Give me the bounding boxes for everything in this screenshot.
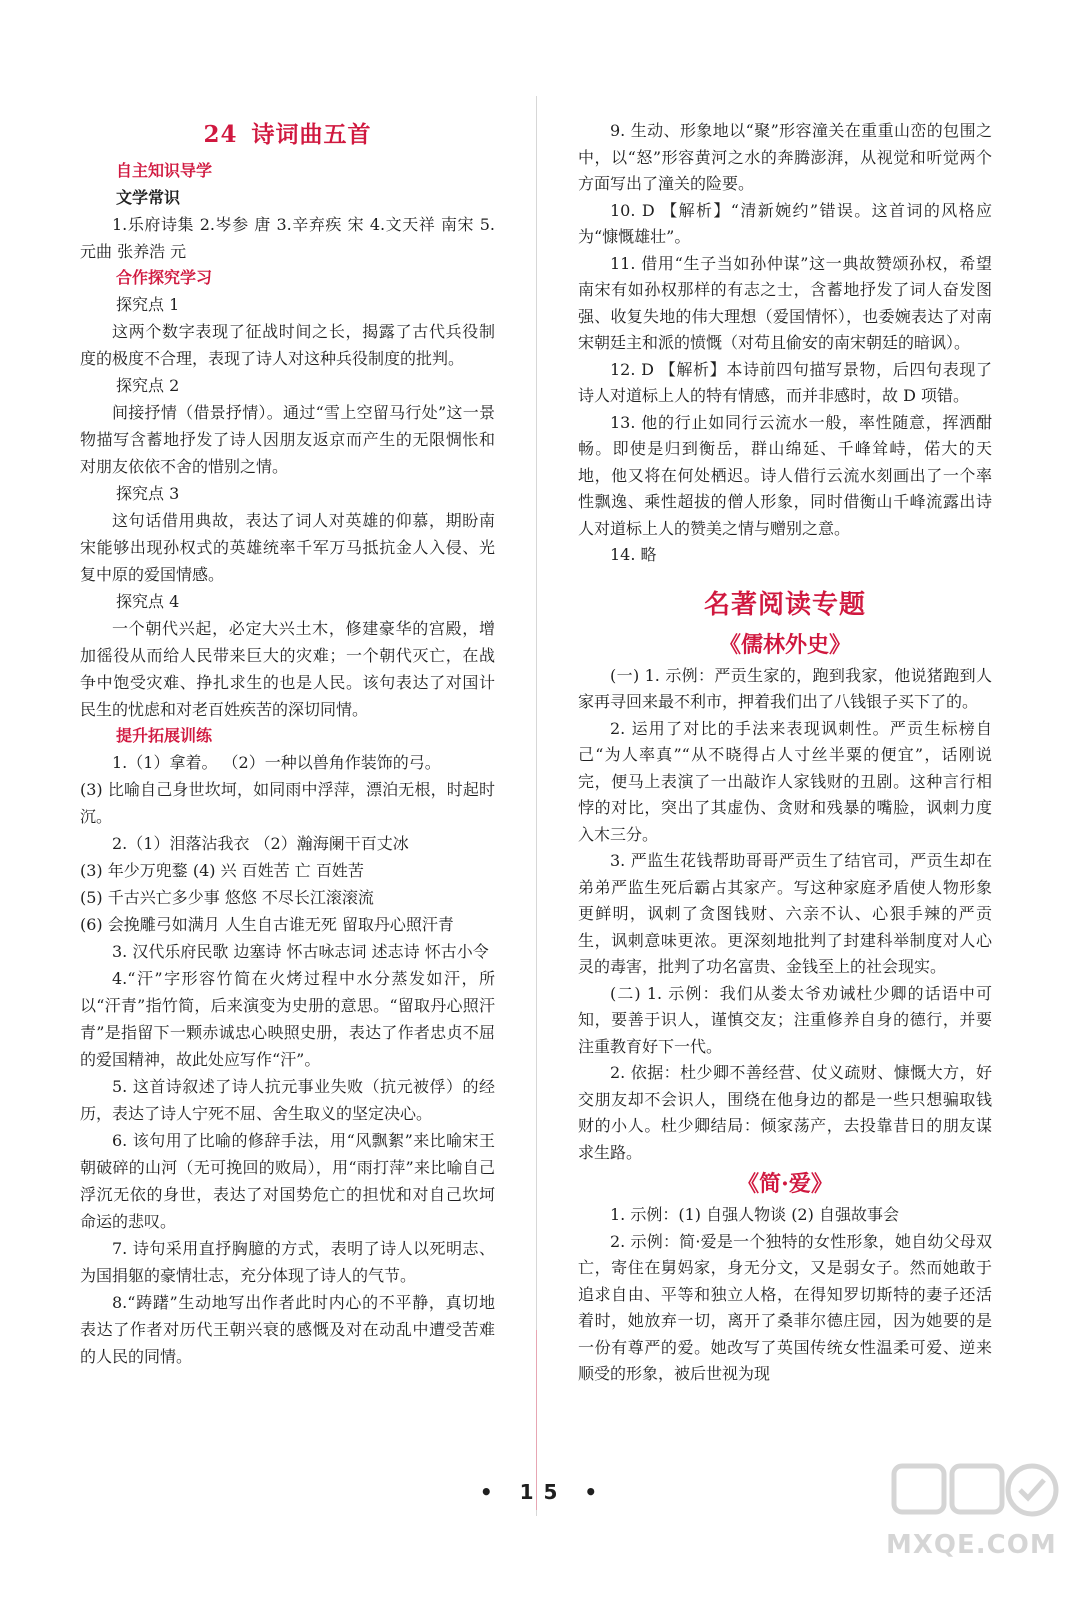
watermark [880, 1460, 1070, 1590]
inquiry-point-2: 探究点 2 [116, 376, 180, 395]
answer-6: 6. 该句用了比喻的修辞手法，用“风飘絮”来比喻宋王朝破碎的山河（无可挽回的败局），用“雨打萍”来比喻自己浮沉无依的身世，表达了对国势危亡的担忧和对自己坎坷命运的悲叹。 [80, 1131, 495, 1231]
jane-eyre-answer-2: 2. 示例：简·爱是一个独特的女性形象，她自幼父母双亡，寄住在舅妈家，身无分文，又是弱女子。然而她敢于追求自由、平等和独立人格，在得知罗切斯特的妻子还活着时，她放弃一切，离开了桑菲尔德庄园，因为她要的是一份有尊严的爱。她改写了英国传统女性温柔可爱、逆来顺受的形象，被后世视为现 [578, 1231, 992, 1383]
inquiry-point-4-text: 一个朝代兴起，必定大兴土木，修建豪华的宫殿，增加徭役从而给人民带来巨大的灾难；一个朝代灭亡，在战争中饱受灾难、挣扎求生的也是人民。该句表达了对国计民生的忧虑和对老百姓疾苦的深切同情。 [80, 619, 495, 719]
lesson-number: 24 [203, 121, 238, 148]
answer-2c: (5) 千古兴亡多少事 悠悠 不尽长江滚滚流 [80, 888, 374, 907]
rulin-answer-5: 2. 依据：杜少卿不善经营、仗义疏财、慷慨大方，好交朋友却不会识人，围绕在他身边的都是一些只想骗取钱财的小人。杜少卿结局：倾家荡产，去投靠昔日的朋友谋求生路。 [578, 1063, 992, 1162]
answer-1a: 1.（1）拿着。 （2）一种以兽角作装饰的弓。 [112, 753, 441, 772]
book-title-jane-eyre: 《简·爱》 [737, 1171, 833, 1197]
section-heading-extension-training: 提升拓展训练 [116, 726, 213, 745]
answer-7: 7. 诗句采用直抒胸臆的方式，表明了诗人以死明志、为国捐躯的豪情壮志，充分体现了诗人的气节。 [80, 1239, 495, 1285]
answer-11: 11. 借用“生子当如孙仲谋”这一典故赞颂孙权，希望南宋有如孙权那样的有志之士，含蓄地抒发了词人奋发图强、收复失地的伟大理想（爱国情怀），也委婉表达了对南宋朝廷主和派的愤慨（对苟且偷安的南宋朝廷的暗讽）。 [578, 253, 992, 352]
topic-heading: 名著阅读专题 [703, 589, 866, 620]
watermark-text: MXQE.COM [886, 1530, 1057, 1560]
column-divider [536, 96, 537, 1516]
inquiry-point-1-text: 这两个数字表现了征战时间之长，揭露了古代兵役制度的极度不合理，表现了诗人对这种兵役制度的批判。 [80, 322, 495, 368]
section-heading-cooperative-study: 合作探究学习 [116, 268, 213, 287]
answer-3: 3. 汉代乐府民歌 边塞诗 怀古咏志词 述志诗 怀古小令 [112, 942, 489, 961]
page-number-value: 15 [519, 1480, 568, 1504]
answer-5: 5. 这首诗叙述了诗人抗元事业失败（抗元被俘）的经历，表达了诗人宁死不屈、舍生取义的坚定决心。 [80, 1077, 495, 1123]
answer-14: 14. 略 [610, 545, 657, 564]
answer-10: 10. D 【解析】“清新婉约”错误。这首词的风格应为“慷慨雄壮”。 [578, 200, 992, 246]
rulin-answer-1: (一) 1. 示例：严贡生家的，跑到我家，他说猪跑到人家再寻回来最不利市，押着我们出了八钱银子买下了的。 [578, 665, 992, 711]
inquiry-point-2-text: 间接抒情（借景抒情）。通过“雪上空留马行处”这一景物描写含蓄地抒发了诗人因朋友返京而产生的无限惆怅和对朋友依依不舍的惜别之情。 [80, 403, 495, 476]
answer-13: 13. 他的行止如同行云流水一般，率性随意，挥洒酣畅。即使是归到衡岳，群山绵延、千峰耸峙，偌大的天地，他又将在何处栖迟。诗人借行云流水刻画出了一个率性飘逸、乘性超拔的僧人形象，同时借衡山千峰流露出诗人对道标上人的赞美之情与赠别之意。 [578, 412, 992, 538]
inquiry-point-3: 探究点 3 [116, 484, 180, 503]
answer-8: 8.“踌躇”生动地写出作者此时内心的不平静，真切地表达了作者对历代王朝兴衰的感慨及对在动乱中遭受苦难的人民的同情。 [80, 1293, 495, 1366]
right-column [578, 118, 992, 1388]
inquiry-point-4: 探究点 4 [116, 592, 180, 611]
answer-9: 9. 生动、形象地以“聚”形容潼关在重重山峦的包围之中，以“怒”形容黄河之水的奔腾澎湃，从视觉和听觉两个方面写出了潼关的险要。 [578, 121, 992, 193]
watermark-logo-icon [890, 1460, 1060, 1520]
lesson-title-text: 诗词曲五首 [251, 121, 372, 148]
rulin-answer-2: 2. 运用了对比的手法来表现讽刺性。严贡生标榜自己“为人率真”“从不晓得占人寸丝半粟的便宜”，话刚说完，便马上表演了一出敲诈人家钱财的丑剧。这种言行相悖的对比，突出了其虚伪、贪财和残暴的嘴脸，讽刺力度入木三分。 [578, 718, 992, 844]
rulin-answer-3: 3. 严监生花钱帮助哥哥严贡生了结官司，严贡生却在弟弟严监生死后霸占其家产。写这种家庭矛盾使人物形象更鲜明，讽刺了贪图钱财、六亲不认、心狠手辣的严贡生，讽刺意味更浓。更深刻地批判了封建科举制度对人心灵的毒害，批判了功名富贵、金钱至上的社会现实。 [578, 851, 992, 976]
answer-1b: (3) 比喻自己身世坎坷，如同雨中浮萍，漂泊无根，时起时沉。 [80, 780, 495, 826]
inquiry-point-3-text: 这句话借用典故，表达了词人对英雄的仰慕，期盼南宋能够出现孙权式的英雄统率千军万马抵抗金人入侵、光复中原的爱国情感。 [80, 511, 495, 584]
answer-2b: (3) 年少万兜鍪 (4) 兴 百姓苦 亡 百姓苦 [80, 861, 364, 880]
page-number: • 15 • [479, 1480, 608, 1504]
book-title-rulin: 《儒林外史》 [718, 631, 851, 658]
answer-2d: (6) 会挽雕弓如满月 人生自古谁无死 留取丹心照汗青 [80, 915, 454, 934]
answer-4: 4.“汗”字形容竹简在火烤过程中水分蒸发如汗，所以“汗青”指竹简，后来演变为史册的意思。“留取丹心照汗青”是指留下一颗赤诚忠心映照史册，表达了作者忠贞不屈的爱国精神，故此处应写作“汗”。 [80, 969, 495, 1069]
inquiry-point-1: 探究点 1 [116, 295, 180, 314]
left-column [80, 118, 495, 1370]
literary-knowledge-text: 1.乐府诗集 2.岑参 唐 3.辛弃疾 宋 4.文天祥 南宋 5.元曲 张养浩 元 [80, 215, 495, 261]
jane-eyre-answer-1: 1. 示例：(1) 自强人物谈 (2) 自强故事会 [610, 1205, 899, 1224]
lesson-title [80, 118, 495, 152]
subheading-literary-knowledge: 文学常识 [116, 188, 181, 207]
rulin-answer-4: (二) 1. 示例：我们从娄太爷劝诫杜少卿的话语中可知，要善于识人，谨慎交友；注重修养自身的德行，并要注重教育好下一代。 [578, 983, 992, 1056]
section-heading-self-study: 自主知识导学 [116, 161, 213, 180]
answer-12: 12. D 【解析】本诗前四句描写景物，后四句表现了诗人对道标上人的特有情感，而并非感时，故 D 项错。 [578, 359, 992, 405]
answer-2a: 2.（1）泪落沾我衣 （2）瀚海阑干百丈冰 [112, 834, 409, 853]
